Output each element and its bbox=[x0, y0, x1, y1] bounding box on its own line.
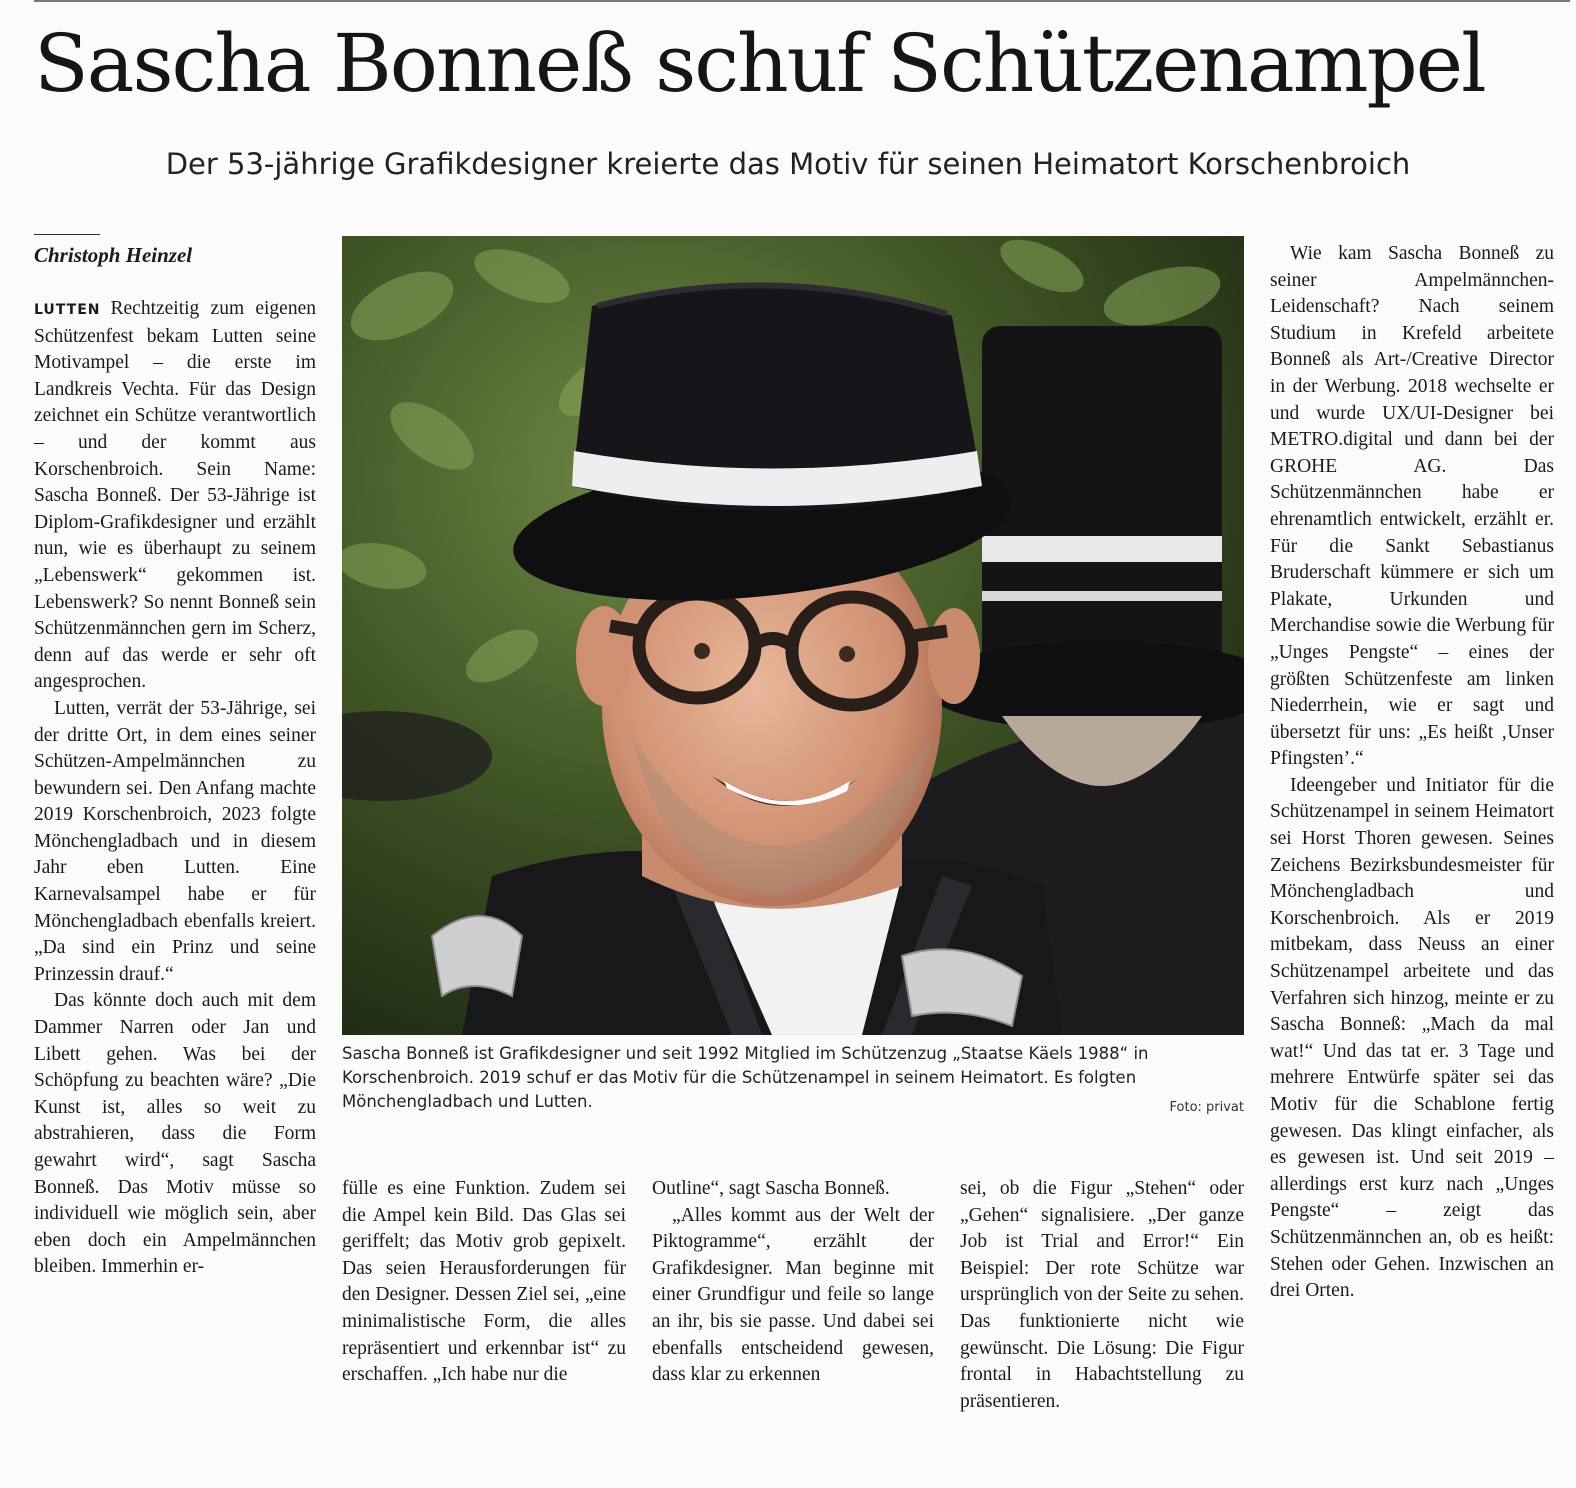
text-column-1 bbox=[34, 296, 316, 1281]
paragraph: Das könnte doch auch mit dem Dammer Narren oder Jan und Libett gehen. Was bei der Schöpfung zu beachten wäre? „Die Kunst ist, alles so weit zu abstrahieren, dass die Form gewahrt wird“, sagt Sascha Bonneß. Das Motiv müsse so individuell wie möglich sein, aber eben doch ein Ampelmännchen bleiben. Immerhin er- bbox=[34, 990, 316, 1278]
text-column-3 bbox=[652, 1176, 934, 1389]
author-rule bbox=[34, 234, 100, 235]
paragraph: Lutten, verrät der 53-Jährige, sei der dritte Ort, in dem eines seiner Schützen-Ampelmännchen zu bewundern sei. Den Anfang machte 2019 Korschenbroich, 2023 folgte Mönchengladbach und in diesem Jahr eben Lutten. Eine Karnevalsampel habe er für Mönchengladbach ebenfalls kreiert. „Da sind ein Prinz und seine Prinzessin drauf.“ bbox=[34, 697, 316, 985]
article-photo bbox=[342, 236, 1244, 1035]
portrait-illustration bbox=[342, 236, 1244, 1035]
paragraph: Ideengeber und Initiator für die Schützenampel in seinem Heimatort sei Horst Thoren gewesen. Seines Zeichens Bezirksbundesmeister für Mönchengladbach und Korschenbroich. Als er 2019 mitbekam, dass Neuss an einer Schützenampel arbeitete und das Verfahren sich hinzog, meinte er zu Sascha Bonneß: „Mach da mal wat!“ Und das tat er. 3 Tage und mehrere Entwürfe später sei das Motiv für die Schablone fertig gewesen. Das klingt einfacher, als es gewesen ist. Und seit 2019 – allerdings erst kurz nach „Unges Pengste“ – zeigt das Schützenmännchen an, ob es heißt: Stehen oder Gehen. Inzwischen an drei Orten. bbox=[1270, 774, 1554, 1302]
text-column-4 bbox=[960, 1176, 1244, 1415]
subheadline: Der 53-jährige Grafikdesigner kreierte das Motiv für seinen Heimatort Korschenbroich bbox=[165, 147, 1411, 181]
paragraph: Outline“, sagt Sascha Bonneß. bbox=[652, 1178, 890, 1199]
paragraph: LUTTEN Rechtzeitig zum eigenen Schützenfest bekam Lutten seine Motivampel – die erste im Landkreis Vechta. Für das Design zeichnet ein Schütze verantwortlich – und der kommt aus Korschenbroich. Sein Name: Sascha Bonneß. Der 53-Jährige ist Diplom-Grafikdesigner und erzählt nun, wie es überhaupt zu seinem „Lebenswerk“ gekommen ist. Lebenswerk? So nennt Bonneß sein Schützenmännchen gern im Scherz, denn auf das werde er sehr oft angesprochen. bbox=[34, 298, 316, 693]
headline: Sascha Bonneß schuf Schützenampel bbox=[34, 17, 1485, 110]
top-rule bbox=[34, 0, 1570, 2]
paragraph: sei, ob die Figur „Stehen“ oder „Gehen“ signalisiere. „Der ganze Job ist Trial and Error!“ Ein Beispiel: Der rote Schütze war ursprünglich von der Seite zu sehen. Das funktionierte nicht wie gewünscht. Die Lösung: Die Figur frontal in Habachtstellung zu präsentieren. bbox=[960, 1178, 1244, 1412]
text-column-2 bbox=[342, 1176, 626, 1389]
paragraph: „Alles kommt aus der Welt der Piktogramme“, erzählt der Grafikdesigner. Man beginne mit einer Grundfigur und feile so lange an ihr, bis sie passe. Und dabei sei ebenfalls entscheidend gewesen, dass klar zu erkennen bbox=[652, 1204, 934, 1386]
paragraph: fülle es eine Funktion. Zudem sei die Ampel kein Bild. Das Glas sei geriffelt; das Motiv grob gepixelt. Das seien Herausforderungen für den Designer. Dessen Ziel sei, „eine minimalistische Form, die alles repräsentiert und erkennbar ist“ zu erschaffen. „Ich habe nur die bbox=[342, 1178, 626, 1386]
author-byline: Christoph Heinzel bbox=[34, 243, 193, 267]
paragraph: Wie kam Sascha Bonneß zu seiner Ampelmännchen-Leidenschaft? Nach seinem Studium in Krefeld arbeitete Bonneß als Art-/Creative Director in der Werbung. 2018 wechselte er und wurde UX/UI-Designer bei METRO.digital und dann bei der GROHE AG. Das Schützenmännchen habe er ehrenamtlich entwickelt, erzählt er. Für die Sankt Sebastianus Bruderschaft kümmere er sich um Plakate, Urkunden und Merchandise sowie die Werbung für „Unges Pengste“ – eines der größten Schützenfeste am linken Niederrhein, wie er sagt und übersetzt für uns: „Es heißt ‚Unser Pfingsten’.“ bbox=[1270, 243, 1554, 770]
photo-caption: Sascha Bonneß ist Grafikdesigner und seit 1992 Mitglied im Schützenzug „Staatse Käels 1988“ in Korschenbroich. 2019 schuf er das Motiv für die Schützenampel in seinem Heimatort. Es folgten Mönchengladbach und Lutten. bbox=[342, 1044, 1149, 1111]
text-column-5 bbox=[1270, 241, 1554, 1305]
dateline: LUTTEN bbox=[34, 302, 101, 318]
photo-credit: Foto: privat bbox=[1169, 1100, 1244, 1115]
